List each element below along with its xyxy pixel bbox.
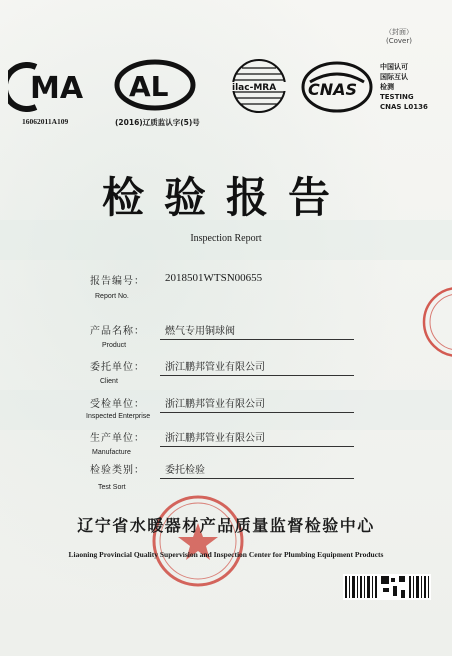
cal-logo-text: AL [129, 70, 169, 103]
report-no-label: 报告编号： [90, 276, 145, 287]
cover-note-cn: （封面） [385, 28, 413, 36]
institute-name-cn: 辽宁省水暖器材产品质量监督检验中心 [77, 516, 375, 535]
page-subtitle: Inspection Report [190, 233, 262, 244]
manufacture-underline [160, 446, 354, 447]
cma-code: 16062011A109 [22, 117, 69, 126]
inspected-underline [160, 412, 354, 413]
cal-code: (2016)辽质监认字(5)号 [115, 118, 200, 127]
official-seal-icon [150, 493, 246, 589]
product-underline [160, 339, 354, 340]
test-sort-value: 委托检验 [165, 465, 205, 476]
manufacture-label: 生产单位： [90, 433, 145, 444]
cnas-logo-icon [300, 60, 374, 114]
report-no-en: Report No. [95, 293, 129, 300]
cnas-side-line: 检测 [380, 83, 394, 91]
cover-note-en: (Cover) [386, 37, 412, 45]
institute-name-en: Liaoning Provincial Quality Supervision and Inspection Center for Plumbing Equipment Products [68, 550, 384, 559]
page-title: 检验报告 [101, 173, 350, 222]
cma-logo-text: MA [30, 71, 84, 106]
cal-logo-icon [113, 58, 197, 112]
product-en: Product [102, 342, 127, 349]
cnas-side-line: 国际互认 [380, 73, 408, 81]
ilac-mra-logo-icon [226, 58, 292, 114]
inspected-en: Inspected Enterprise [86, 413, 151, 420]
ilac-logo-text: ilac-MRA [232, 83, 277, 93]
inspected-label: 受检单位： [90, 399, 145, 410]
client-en: Client [100, 378, 118, 385]
product-label: 产品名称： [90, 326, 145, 337]
manufacture-en: Manufacture [92, 449, 131, 456]
client-label: 委托单位： [90, 362, 145, 373]
qr-barcode-icon [343, 574, 431, 600]
client-value: 浙江鹏邦管业有限公司 [165, 362, 265, 373]
edge-seal-icon [420, 282, 452, 362]
cnas-side-line: TESTING [380, 93, 414, 101]
cover-note [364, 28, 434, 46]
client-underline [160, 375, 354, 376]
cnas-side-text [380, 62, 428, 112]
inspected-value: 浙江鹏邦管业有限公司 [165, 399, 265, 410]
test-sort-underline [160, 478, 354, 479]
manufacture-value: 浙江鹏邦管业有限公司 [165, 433, 265, 444]
test-sort-label: 检验类别： [90, 465, 145, 476]
cnas-logo-text: CNAS [308, 80, 358, 99]
product-value: 燃气专用铜球阀 [165, 326, 235, 337]
cma-logo-icon [8, 62, 96, 112]
test-sort-en: Test Sort [98, 484, 126, 491]
report-no-value: 2018501WTSN00655 [165, 272, 263, 284]
cnas-side-line: 中国认可 [380, 63, 408, 71]
cnas-side-line: CNAS L0136 [380, 103, 428, 111]
